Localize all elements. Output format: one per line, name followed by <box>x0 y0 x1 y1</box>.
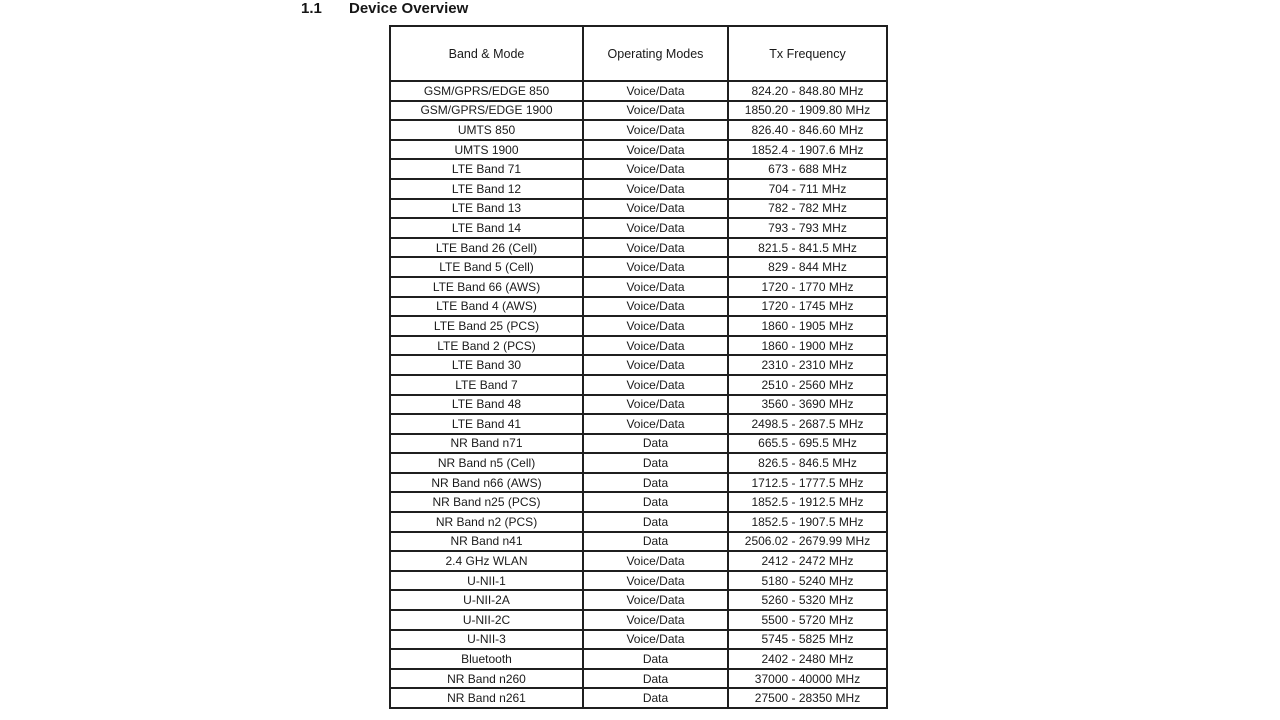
table-row <box>390 179 887 199</box>
tx-frequency-cell: 1860 - 1905 MHz <box>728 316 887 336</box>
band-mode-cell: UMTS 850 <box>390 120 583 140</box>
band-mode-cell: LTE Band 13 <box>390 199 583 219</box>
table-row <box>390 649 887 669</box>
column-header-tx-frequency: Tx Frequency <box>728 26 887 81</box>
table-row <box>390 414 887 434</box>
band-mode-cell: GSM/GPRS/EDGE 850 <box>390 81 583 101</box>
tx-frequency-cell: 5260 - 5320 MHz <box>728 590 887 610</box>
table-body <box>390 81 887 708</box>
operating-modes-cell: Voice/Data <box>583 355 728 375</box>
table-row <box>390 453 887 473</box>
operating-modes-cell: Voice/Data <box>583 375 728 395</box>
table-row <box>390 473 887 493</box>
operating-modes-cell: Data <box>583 453 728 473</box>
operating-modes-cell: Voice/Data <box>583 159 728 179</box>
operating-modes-cell: Data <box>583 688 728 708</box>
tx-frequency-cell: 37000 - 40000 MHz <box>728 669 887 689</box>
table-row <box>390 257 887 277</box>
tx-frequency-cell: 665.5 - 695.5 MHz <box>728 434 887 454</box>
table-row <box>390 277 887 297</box>
band-mode-cell: LTE Band 4 (AWS) <box>390 297 583 317</box>
table-header-row <box>390 26 887 81</box>
band-mode-cell: GSM/GPRS/EDGE 1900 <box>390 101 583 121</box>
band-mode-cell: U-NII-2C <box>390 610 583 630</box>
table-row <box>390 336 887 356</box>
tx-frequency-cell: 821.5 - 841.5 MHz <box>728 238 887 258</box>
band-mode-cell: U-NII-1 <box>390 571 583 591</box>
table-row <box>390 610 887 630</box>
table-row <box>390 551 887 571</box>
operating-modes-cell: Data <box>583 492 728 512</box>
tx-frequency-cell: 826.40 - 846.60 MHz <box>728 120 887 140</box>
table-row <box>390 395 887 415</box>
band-mode-cell: LTE Band 30 <box>390 355 583 375</box>
table-row <box>390 590 887 610</box>
tx-frequency-cell: 673 - 688 MHz <box>728 159 887 179</box>
tx-frequency-cell: 5500 - 5720 MHz <box>728 610 887 630</box>
table-row <box>390 512 887 532</box>
operating-modes-cell: Voice/Data <box>583 630 728 650</box>
operating-modes-cell: Voice/Data <box>583 336 728 356</box>
tx-frequency-cell: 1850.20 - 1909.80 MHz <box>728 101 887 121</box>
table-row <box>390 669 887 689</box>
band-mode-cell: Bluetooth <box>390 649 583 669</box>
table-row <box>390 630 887 650</box>
table-row <box>390 532 887 552</box>
operating-modes-cell: Data <box>583 434 728 454</box>
operating-modes-cell: Voice/Data <box>583 316 728 336</box>
tx-frequency-cell: 2412 - 2472 MHz <box>728 551 887 571</box>
operating-modes-cell: Voice/Data <box>583 81 728 101</box>
operating-modes-cell: Voice/Data <box>583 610 728 630</box>
tx-frequency-cell: 824.20 - 848.80 MHz <box>728 81 887 101</box>
tx-frequency-cell: 3560 - 3690 MHz <box>728 395 887 415</box>
operating-modes-cell: Voice/Data <box>583 571 728 591</box>
table-row <box>390 316 887 336</box>
section-number: 1.1 <box>301 0 322 17</box>
band-mode-cell: NR Band n261 <box>390 688 583 708</box>
tx-frequency-cell: 1852.5 - 1907.5 MHz <box>728 512 887 532</box>
tx-frequency-cell: 793 - 793 MHz <box>728 218 887 238</box>
operating-modes-cell: Data <box>583 649 728 669</box>
band-mode-cell: NR Band n41 <box>390 532 583 552</box>
tx-frequency-cell: 2310 - 2310 MHz <box>728 355 887 375</box>
operating-modes-cell: Voice/Data <box>583 257 728 277</box>
operating-modes-cell: Voice/Data <box>583 199 728 219</box>
tx-frequency-cell: 1852.5 - 1912.5 MHz <box>728 492 887 512</box>
band-mode-cell: NR Band n2 (PCS) <box>390 512 583 532</box>
band-mode-cell: LTE Band 7 <box>390 375 583 395</box>
tx-frequency-cell: 5180 - 5240 MHz <box>728 571 887 591</box>
table-row <box>390 571 887 591</box>
table-row <box>390 492 887 512</box>
operating-modes-cell: Voice/Data <box>583 120 728 140</box>
band-mode-cell: U-NII-3 <box>390 630 583 650</box>
band-mode-cell: LTE Band 12 <box>390 179 583 199</box>
table-row <box>390 120 887 140</box>
table-row <box>390 375 887 395</box>
operating-modes-cell: Voice/Data <box>583 297 728 317</box>
operating-modes-cell: Data <box>583 473 728 493</box>
table-row <box>390 434 887 454</box>
band-mode-cell: NR Band n5 (Cell) <box>390 453 583 473</box>
operating-modes-cell: Voice/Data <box>583 101 728 121</box>
tx-frequency-cell: 826.5 - 846.5 MHz <box>728 453 887 473</box>
operating-modes-cell: Voice/Data <box>583 414 728 434</box>
tx-frequency-cell: 5745 - 5825 MHz <box>728 630 887 650</box>
band-mode-cell: UMTS 1900 <box>390 140 583 160</box>
column-header-band-mode: Band & Mode <box>390 26 583 81</box>
table-row <box>390 159 887 179</box>
operating-modes-cell: Voice/Data <box>583 590 728 610</box>
page-title: Device Overview <box>349 0 469 17</box>
table-row <box>390 355 887 375</box>
operating-modes-cell: Voice/Data <box>583 551 728 571</box>
band-mode-cell: NR Band n25 (PCS) <box>390 492 583 512</box>
operating-modes-cell: Data <box>583 512 728 532</box>
tx-frequency-cell: 2510 - 2560 MHz <box>728 375 887 395</box>
operating-modes-cell: Data <box>583 532 728 552</box>
tx-frequency-cell: 704 - 711 MHz <box>728 179 887 199</box>
table-row <box>390 688 887 708</box>
tx-frequency-cell: 1712.5 - 1777.5 MHz <box>728 473 887 493</box>
tx-frequency-cell: 1860 - 1900 MHz <box>728 336 887 356</box>
operating-modes-cell: Voice/Data <box>583 218 728 238</box>
band-mode-cell: LTE Band 5 (Cell) <box>390 257 583 277</box>
table-row <box>390 199 887 219</box>
band-mode-cell: LTE Band 25 (PCS) <box>390 316 583 336</box>
table-row <box>390 297 887 317</box>
table-row <box>390 218 887 238</box>
band-mode-cell: U-NII-2A <box>390 590 583 610</box>
band-mode-cell: NR Band n260 <box>390 669 583 689</box>
band-mode-cell: 2.4 GHz WLAN <box>390 551 583 571</box>
band-mode-cell: LTE Band 71 <box>390 159 583 179</box>
tx-frequency-cell: 2498.5 - 2687.5 MHz <box>728 414 887 434</box>
band-mode-cell: LTE Band 26 (Cell) <box>390 238 583 258</box>
operating-modes-cell: Data <box>583 669 728 689</box>
band-mode-cell: LTE Band 14 <box>390 218 583 238</box>
operating-modes-cell: Voice/Data <box>583 238 728 258</box>
table-row <box>390 101 887 121</box>
band-mode-cell: NR Band n71 <box>390 434 583 454</box>
tx-frequency-cell: 2506.02 - 2679.99 MHz <box>728 532 887 552</box>
operating-modes-cell: Voice/Data <box>583 179 728 199</box>
tx-frequency-cell: 782 - 782 MHz <box>728 199 887 219</box>
table-row <box>390 238 887 258</box>
column-header-operating-modes: Operating Modes <box>583 26 728 81</box>
section-heading <box>301 0 468 17</box>
tx-frequency-cell: 1720 - 1770 MHz <box>728 277 887 297</box>
operating-modes-cell: Voice/Data <box>583 395 728 415</box>
tx-frequency-cell: 27500 - 28350 MHz <box>728 688 887 708</box>
band-mode-cell: LTE Band 2 (PCS) <box>390 336 583 356</box>
tx-frequency-cell: 2402 - 2480 MHz <box>728 649 887 669</box>
band-mode-cell: LTE Band 66 (AWS) <box>390 277 583 297</box>
band-mode-cell: LTE Band 48 <box>390 395 583 415</box>
operating-modes-cell: Voice/Data <box>583 140 728 160</box>
band-mode-cell: LTE Band 41 <box>390 414 583 434</box>
table-row <box>390 140 887 160</box>
tx-frequency-cell: 1852.4 - 1907.6 MHz <box>728 140 887 160</box>
operating-modes-cell: Voice/Data <box>583 277 728 297</box>
device-overview-table <box>389 25 888 709</box>
tx-frequency-cell: 1720 - 1745 MHz <box>728 297 887 317</box>
table-row <box>390 81 887 101</box>
tx-frequency-cell: 829 - 844 MHz <box>728 257 887 277</box>
band-mode-cell: NR Band n66 (AWS) <box>390 473 583 493</box>
